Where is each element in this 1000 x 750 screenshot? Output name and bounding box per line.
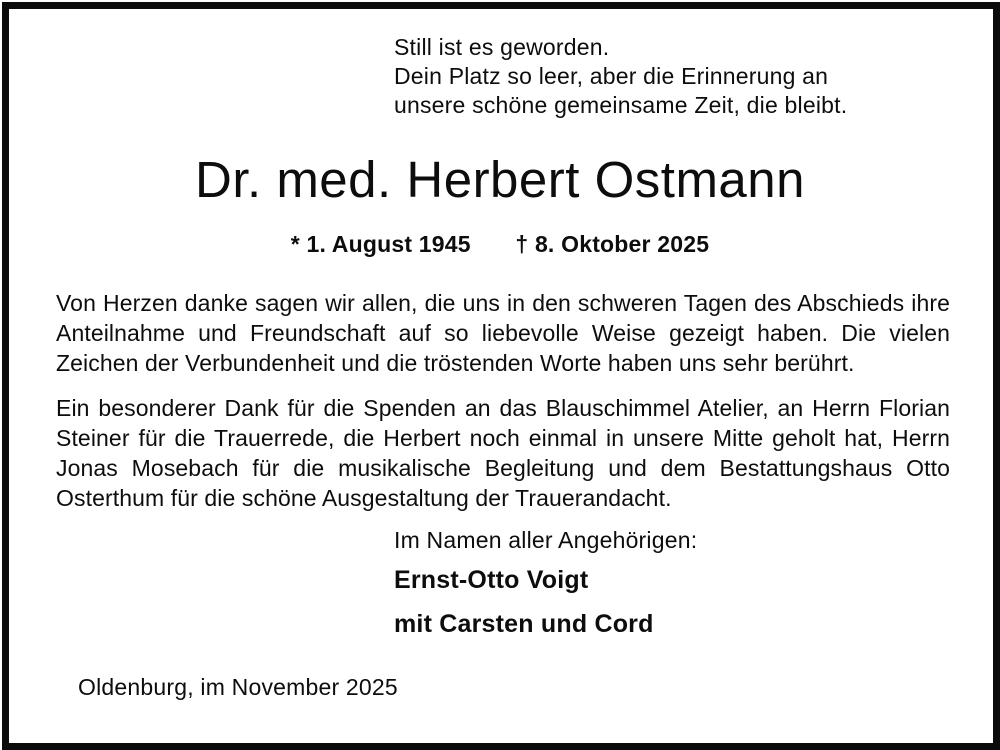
special-thanks-paragraph: Ein besonderer Dank für die Spenden an das Blauschimmel Atelier, an Herrn Florian Steiner für die Trauerrede, die Herbert noch einmal in unsere Mitte geholt hat, Herrn Jonas Mosebach für die musikalische Begleitung und dem Bestattungshaus Otto Osterthum für die schöne Ausgestaltung der Trauerandacht. — [56, 395, 950, 511]
signatory-name: mit Carsten und Cord — [394, 610, 654, 638]
place-and-date: Oldenburg, im November 2025 — [78, 674, 398, 700]
birth-date: * 1. August 1945 — [290, 231, 471, 257]
thanks-paragraph: Von Herzen danke sagen wir allen, die uns in den schweren Tagen des Abschieds ihre Anteilnahme und Freundschaft auf so liebevolle Weise gezeigt haben. Die vielen Zeichen der Verbundenheit und die tröstenden Worte haben uns sehr berührt. — [56, 290, 950, 376]
life-dates — [0, 231, 1000, 258]
verse-line: Still ist es geworden. — [394, 34, 610, 60]
on-behalf-line: Im Namen aller Angehörigen: — [394, 527, 698, 553]
verse-line: Dein Platz so leer, aber die Erinnerung an — [394, 63, 829, 89]
deceased-name: Dr. med. Herbert Ostmann — [194, 151, 806, 208]
verse-line: unsere schöne gemeinsame Zeit, die bleibt. — [394, 92, 848, 118]
opening-verse — [394, 33, 847, 120]
death-date: † 8. Oktober 2025 — [515, 231, 710, 257]
signatory-name: Ernst-Otto Voigt — [394, 566, 589, 594]
